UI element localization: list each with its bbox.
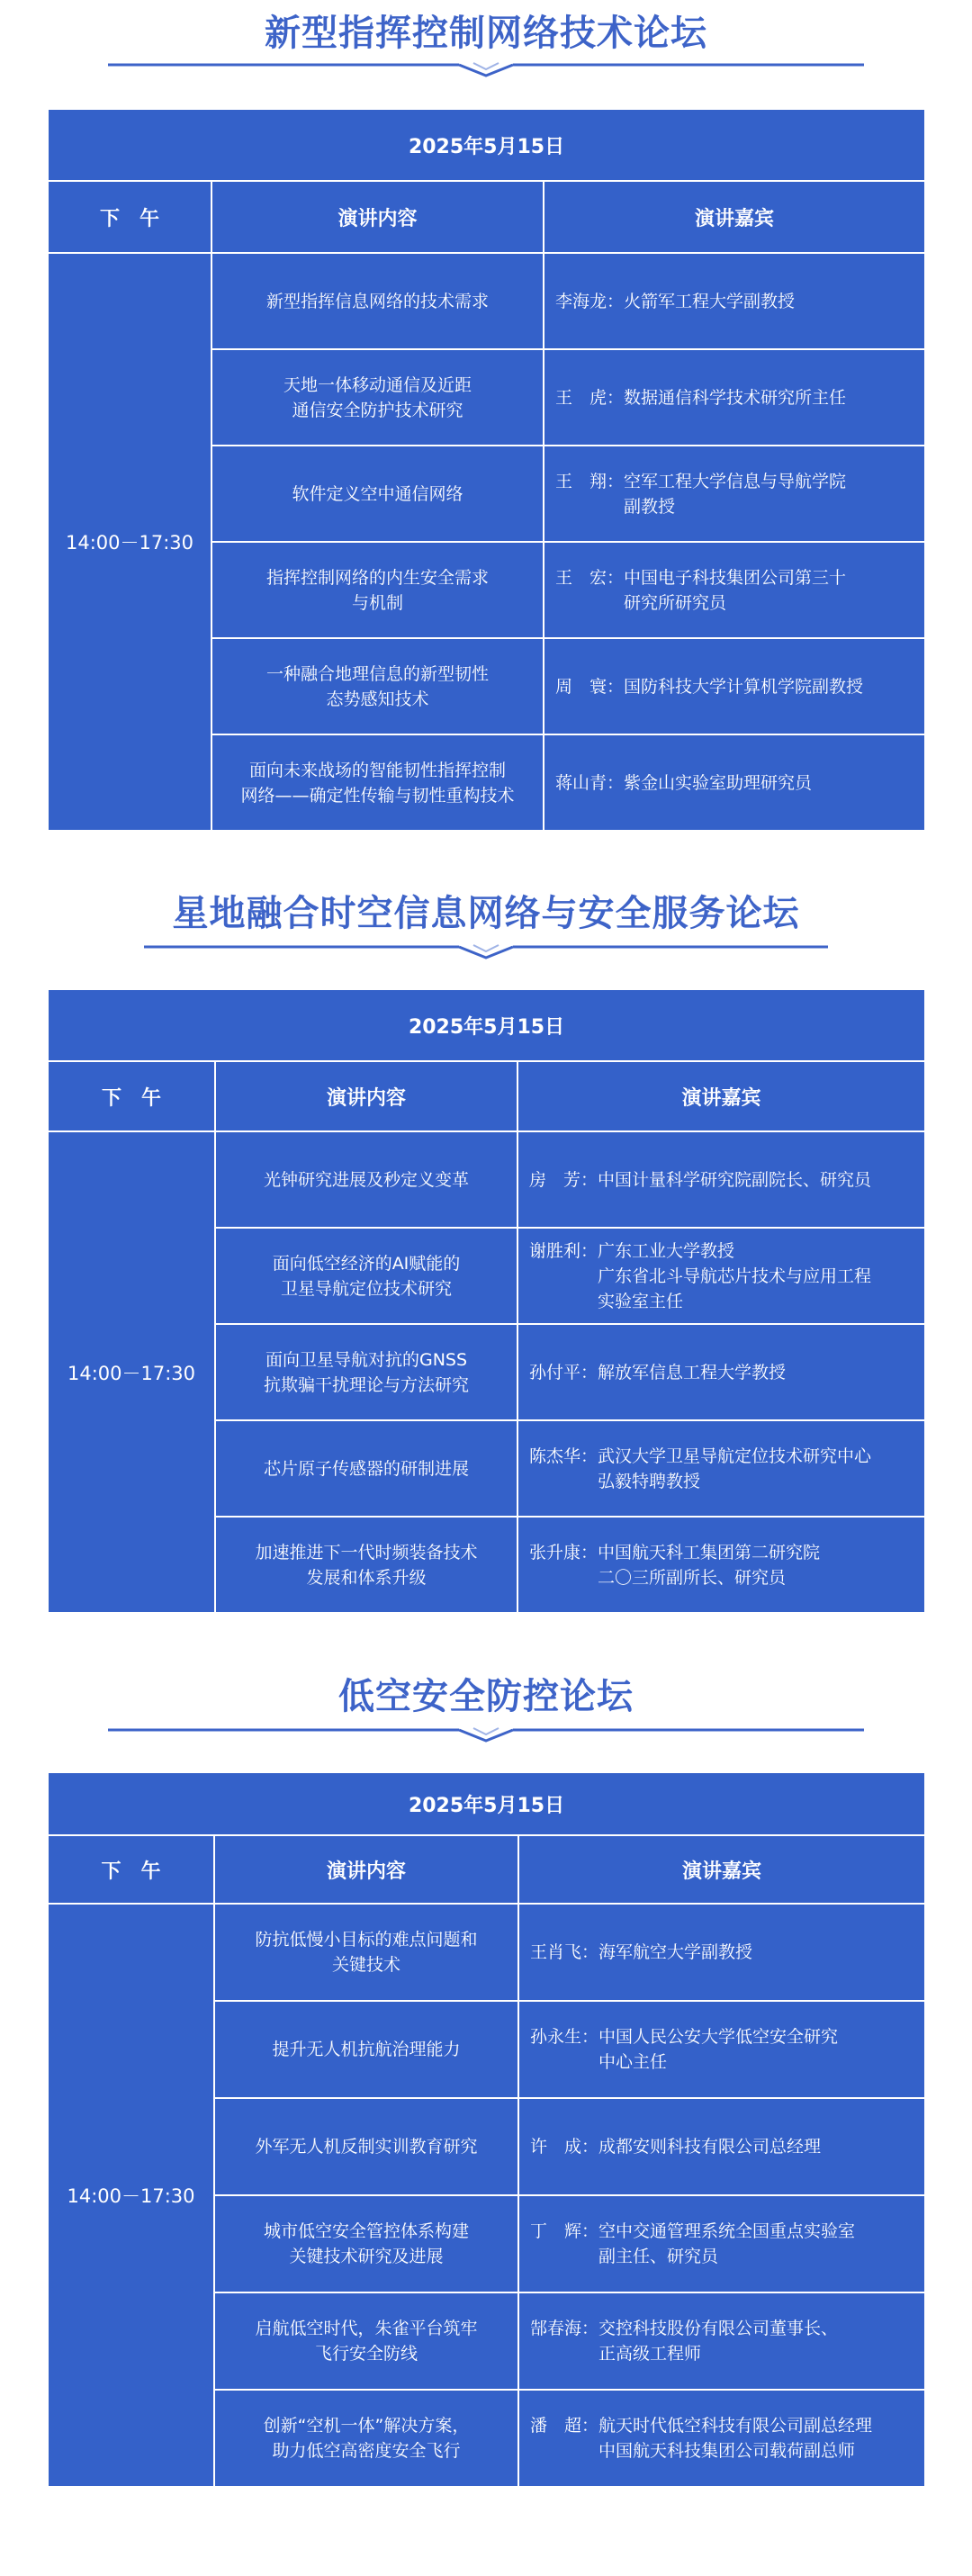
speaker-wrap (555, 385, 921, 410)
talk-topic-text: 启航低空时代，朱雀平台筑牢 飞行安全防线 (255, 2319, 478, 2364)
table-row (48, 1904, 925, 2001)
speaker-name: 蒋山青： (555, 772, 625, 793)
talk-topic (214, 2098, 518, 2195)
speaker-wrap (555, 565, 921, 616)
speaker-name: 陈杰华： (529, 1446, 598, 1466)
session-header: 下 午 (48, 1061, 215, 1131)
speaker-affiliation: 解放军信息工程大学教授 (598, 1362, 787, 1383)
talk-speaker (544, 253, 925, 349)
schedule-table (47, 1771, 926, 2488)
speaker-wrap (530, 1940, 921, 1965)
talk-speaker (518, 2098, 925, 2195)
time-cell: 14:00－17:30 (48, 1904, 214, 2487)
speaker-affiliation: 数据通信科学技术研究所主任 (624, 387, 847, 408)
talk-topic-text: 加速推进下一代时频装备技术 发展和体系升级 (255, 1542, 478, 1588)
speaker-wrap (555, 770, 921, 796)
speaker-affiliation: 广东工业大学教授 广东省北斗导航芯片技术与应用工程 实验室主任 (598, 1240, 872, 1311)
session-header: 下 午 (48, 1835, 214, 1904)
forum-title: 低空安全防控论坛 (338, 1676, 634, 1717)
talk-topic (212, 638, 544, 734)
date-row (48, 109, 925, 181)
speaker-affiliation: 中国人民公安大学低空安全研究 中心主任 (598, 2027, 839, 2072)
speaker-header: 演讲嘉宾 (544, 181, 925, 253)
speaker-wrap (530, 2024, 921, 2075)
talk-speaker (518, 2001, 925, 2098)
topic-header: 演讲内容 (214, 1835, 518, 1904)
table-row (48, 1131, 925, 1228)
schedule-table (47, 108, 926, 832)
talk-topic-text: 面向低空经济的AI赋能的 卫星导航定位技术研究 (272, 1253, 461, 1299)
speaker-affiliation: 中国电子科技集团公司第三十 研究所研究员 (624, 567, 847, 613)
speaker-wrap (529, 1444, 921, 1494)
talk-topic-text: 城市低空安全管控体系构建 关键技术研究及进展 (263, 2221, 469, 2266)
time-cell: 14:00－17:30 (48, 1131, 215, 1613)
title-underline-ornament (0, 938, 972, 963)
talk-topic (212, 446, 544, 542)
title-underline-ornament (0, 56, 972, 81)
speaker-affiliation: 武汉大学卫星导航定位技术研究中心 弘毅特聘教授 (598, 1446, 872, 1491)
talk-topic-text: 指挥控制网络的内生安全需求 与机制 (266, 567, 489, 613)
header-row (48, 1835, 925, 1904)
speaker-wrap (530, 2219, 921, 2269)
time-cell: 14:00－17:30 (48, 253, 212, 831)
speaker-affiliation: 中国航天科工集团第二研究院 二〇三所副所长、研究员 (598, 1542, 821, 1588)
talk-speaker (544, 638, 925, 734)
speaker-affiliation: 空军工程大学信息与导航学院 副教授 (624, 471, 847, 517)
date-cell: 2025年5月15日 (48, 989, 925, 1061)
talk-topic-text: 面向卫星导航对抗的GNSS 抗欺骗干扰理论与方法研究 (263, 1349, 469, 1395)
speaker-name: 王肖飞： (530, 1942, 599, 1962)
speaker-wrap (529, 1360, 921, 1385)
speaker-affiliation: 紫金山实验室助理研究员 (624, 772, 813, 793)
speaker-affiliation: 空中交通管理系统全国重点实验室 副主任、研究员 (598, 2221, 856, 2266)
forum-title: 星地融合时空信息网络与安全服务论坛 (172, 893, 800, 934)
speaker-name: 许 成： (530, 2137, 599, 2157)
speaker-affiliation: 中国计量科学研究院副院长、研究员 (598, 1169, 872, 1190)
speaker-wrap (529, 1167, 921, 1193)
speaker-affiliation: 火箭军工程大学副教授 (624, 291, 796, 311)
schedule-table (47, 988, 926, 1614)
talk-speaker (544, 734, 925, 831)
talk-topic-text: 光钟研究进展及秒定义变革 (263, 1169, 469, 1190)
speaker-name: 李海龙： (555, 291, 625, 311)
speaker-affiliation: 航天时代低空科技有限公司副总经理 中国航天科技集团公司载荷副总师 (598, 2416, 873, 2461)
table-row (48, 253, 925, 349)
talk-speaker (544, 542, 925, 638)
talk-topic (214, 2390, 518, 2487)
topic-header: 演讲内容 (212, 181, 544, 253)
speaker-name: 房 芳： (529, 1169, 598, 1190)
talk-speaker (544, 446, 925, 542)
talk-speaker (518, 2390, 925, 2487)
date-cell: 2025年5月15日 (48, 1772, 925, 1835)
speaker-name: 谢胜利： (529, 1240, 598, 1261)
title-underline-ornament (0, 1721, 972, 1746)
speaker-affiliation: 海军航空大学副教授 (598, 1942, 753, 1962)
talk-topic (215, 1420, 518, 1517)
speaker-name: 王 翔： (555, 471, 625, 491)
talk-topic (215, 1131, 518, 1228)
talk-topic (212, 349, 544, 446)
talk-topic-text: 新型指挥信息网络的技术需求 (266, 291, 489, 311)
talk-topic-text: 芯片原子传感器的研制进展 (263, 1458, 469, 1479)
talk-topic (215, 1517, 518, 1613)
session-header: 下 午 (48, 181, 212, 253)
topic-header: 演讲内容 (215, 1061, 518, 1131)
talk-speaker (518, 1904, 925, 2001)
talk-topic (212, 253, 544, 349)
talk-topic (215, 1324, 518, 1420)
talk-topic-text: 一种融合地理信息的新型韧性 态势感知技术 (266, 663, 489, 709)
speaker-wrap (529, 1238, 921, 1314)
speaker-affiliation: 国防科技大学计算机学院副教授 (624, 676, 864, 697)
talk-speaker (518, 1131, 925, 1228)
talk-topic-text: 面向未来战场的智能韧性指挥控制 网络——确定性传输与韧性重构技术 (240, 760, 515, 806)
speaker-affiliation: 成都安则科技有限公司总经理 (598, 2137, 822, 2157)
date-row (48, 1772, 925, 1835)
talk-topic-text: 创新“空机一体”解决方案， 助力低空高密度安全飞行 (263, 2416, 470, 2461)
talk-topic (214, 2001, 518, 2098)
talk-speaker (518, 2195, 925, 2292)
speaker-name: 王 宏： (555, 567, 625, 588)
speaker-affiliation: 交控科技股份有限公司董事长、 正高级工程师 (598, 2319, 839, 2364)
speaker-name: 孙付平： (529, 1362, 598, 1383)
talk-topic (212, 542, 544, 638)
talk-speaker (518, 1420, 925, 1517)
speaker-name: 郜春海： (530, 2319, 599, 2338)
speaker-wrap (555, 289, 921, 314)
speaker-name: 孙永生： (530, 2027, 599, 2047)
talk-speaker (518, 1517, 925, 1613)
speaker-name: 周 寰： (555, 676, 625, 697)
talk-topic (214, 2292, 518, 2390)
talk-speaker (518, 1228, 925, 1324)
forum-title: 新型指挥控制网络技术论坛 (265, 13, 707, 54)
talk-topic (215, 1228, 518, 1324)
date-row (48, 989, 925, 1061)
speaker-name: 潘 超： (530, 2416, 599, 2436)
talk-topic (212, 734, 544, 831)
talk-speaker (518, 1324, 925, 1420)
speaker-name: 王 虎： (555, 387, 625, 408)
speaker-header: 演讲嘉宾 (518, 1061, 925, 1131)
speaker-wrap (530, 2413, 921, 2463)
speaker-wrap (529, 1540, 921, 1590)
talk-topic-text: 软件定义空中通信网络 (292, 483, 464, 504)
talk-topic (214, 2195, 518, 2292)
header-row (48, 1061, 925, 1131)
date-cell: 2025年5月15日 (48, 109, 925, 181)
speaker-wrap (555, 674, 921, 699)
speaker-wrap (555, 469, 921, 519)
talk-topic-text: 提升无人机抗航治理能力 (272, 2040, 461, 2059)
speaker-name: 丁 辉： (530, 2221, 599, 2241)
speaker-wrap (530, 2316, 921, 2366)
talk-speaker (544, 349, 925, 446)
talk-topic-text: 防抗低慢小目标的难点问题和 关键技术 (255, 1930, 478, 1975)
speaker-wrap (530, 2134, 921, 2159)
speaker-name: 张升康： (529, 1542, 598, 1563)
header-row (48, 181, 925, 253)
talk-speaker (518, 2292, 925, 2390)
talk-topic-text: 天地一体移动通信及近距 通信安全防护技术研究 (283, 374, 472, 420)
speaker-header: 演讲嘉宾 (518, 1835, 925, 1904)
talk-topic (214, 1904, 518, 2001)
talk-topic-text: 外军无人机反制实训教育研究 (255, 2137, 478, 2157)
